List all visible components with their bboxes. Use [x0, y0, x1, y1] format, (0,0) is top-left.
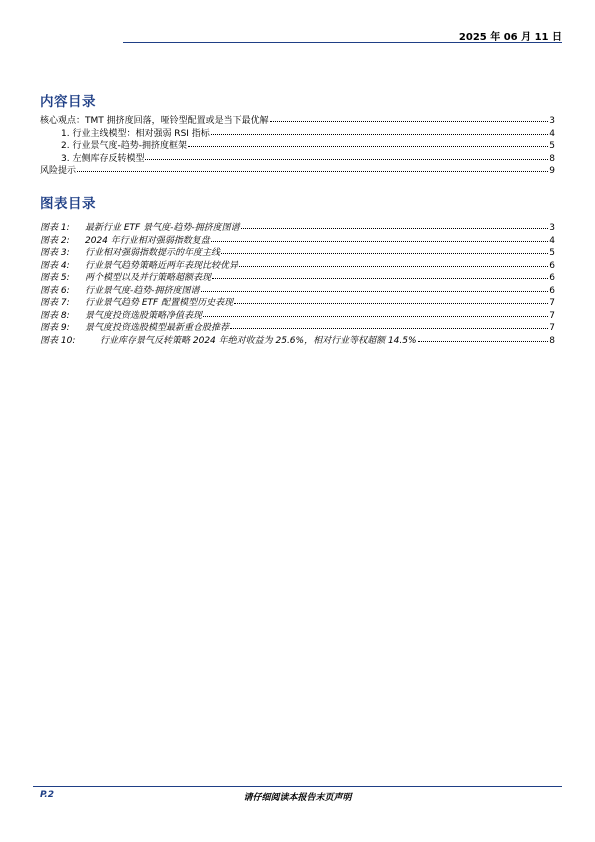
figure-entry-number: 图表 1: — [40, 223, 70, 233]
toc-leader-dots — [221, 245, 548, 254]
toc-leader-dots — [212, 270, 548, 279]
toc-entry-page: 8 — [549, 153, 555, 164]
figure-entry-number: 图表 2: — [40, 235, 70, 246]
toc-leader-dots — [230, 320, 548, 329]
toc-entry-label: 2. 行业景气度-趋势-拥挤度框架 — [61, 141, 187, 151]
contents-title: 内容目录 — [40, 94, 96, 110]
footer-rule — [33, 786, 562, 787]
toc-entry-label: 核心观点：TMT 拥挤度回落，哑铃型配置或是当下最优解 — [40, 116, 269, 126]
toc-entry[interactable] — [40, 164, 555, 177]
figure-entry-label: 2024 年行业相对强弱指数复盘 — [85, 235, 210, 246]
figure-entry-page: 6 — [549, 273, 555, 283]
figure-entry-number: 图表 5: — [40, 273, 70, 283]
figures-list — [40, 221, 555, 346]
figure-entry-label: 行业库存景气反转策略 2024 年绝对收益为 25.6%，相对行业等权超额 14.5% — [100, 335, 417, 346]
figure-entry-page: 8 — [549, 335, 555, 346]
report-date: 2025 年 06 月 11 日 — [458, 32, 562, 43]
header-rule — [123, 42, 562, 43]
figure-entry-page: 4 — [549, 235, 555, 246]
figure-entry-page: 3 — [549, 223, 555, 233]
figure-entry-label: 两个模型以及并行策略超额表现 — [85, 273, 212, 283]
figure-entry-label: 行业相对强弱指数提示的年度主线 — [85, 248, 221, 258]
toc-leader-dots — [241, 220, 549, 229]
footer-disclaimer: 请仔细阅读本报告末页声明 — [243, 793, 352, 803]
figure-entry-page: 6 — [549, 285, 555, 296]
figure-entry-number: 图表 3: — [40, 248, 70, 258]
figure-entry-label: 景气度投资选股模型最新重仓股推荐 — [85, 323, 230, 333]
figure-entry-number: 图表 6: — [40, 285, 70, 296]
toc-leader-dots — [239, 258, 548, 267]
figure-entry-number: 图表 8: — [40, 310, 70, 321]
figure-entry-label: 景气度投资选股策略净值表现 — [85, 310, 203, 321]
figure-entry-page: 7 — [549, 323, 555, 333]
figures-title: 图表目录 — [40, 196, 96, 212]
toc-leader-dots — [201, 283, 549, 292]
toc-entry-page: 3 — [549, 116, 555, 126]
figure-entry-number: 图表 10: — [40, 335, 76, 346]
toc-leader-dots — [77, 163, 548, 172]
toc-leader-dots — [203, 308, 548, 317]
figure-entry-label: 最新行业 ETF 景气度-趋势-拥挤度图谱 — [85, 223, 240, 233]
toc-leader-dots — [234, 295, 548, 304]
toc-entry-page: 5 — [549, 141, 555, 151]
figure-entry[interactable] — [40, 334, 555, 347]
toc-entry-page: 4 — [549, 128, 555, 139]
page-number: P.2 — [40, 790, 54, 800]
figure-entry-page: 5 — [549, 248, 555, 258]
toc-entry-label: 3. 左侧库存反转模型 — [61, 153, 145, 164]
figure-entry-label: 行业景气趋势策略近两年表现比较优异 — [85, 260, 239, 271]
figure-entry-label: 行业景气度-趋势-拥挤度图谱 — [85, 285, 200, 296]
toc-entry-label: 风险提示 — [40, 166, 77, 176]
figure-entry-number: 图表 4: — [40, 260, 70, 271]
toc-entry-page: 9 — [549, 166, 555, 176]
toc-leader-dots — [211, 233, 548, 242]
toc-leader-dots — [145, 151, 548, 160]
figure-entry-page: 6 — [549, 260, 555, 271]
figure-entry-page: 7 — [549, 298, 555, 308]
toc-leader-dots — [270, 113, 549, 122]
toc-entry-label: 1. 行业主线模型：相对强弱 RSI 指标 — [61, 128, 210, 139]
figure-entry-label: 行业景气趋势 ETF 配置模型历史表现 — [85, 298, 234, 308]
figure-entry-number: 图表 7: — [40, 298, 70, 308]
figure-entry-page: 7 — [549, 310, 555, 321]
toc-leader-dots — [188, 138, 548, 147]
figure-entry-number: 图表 9: — [40, 323, 70, 333]
toc-leader-dots — [418, 333, 549, 342]
contents-list — [40, 114, 555, 177]
toc-leader-dots — [211, 126, 548, 135]
